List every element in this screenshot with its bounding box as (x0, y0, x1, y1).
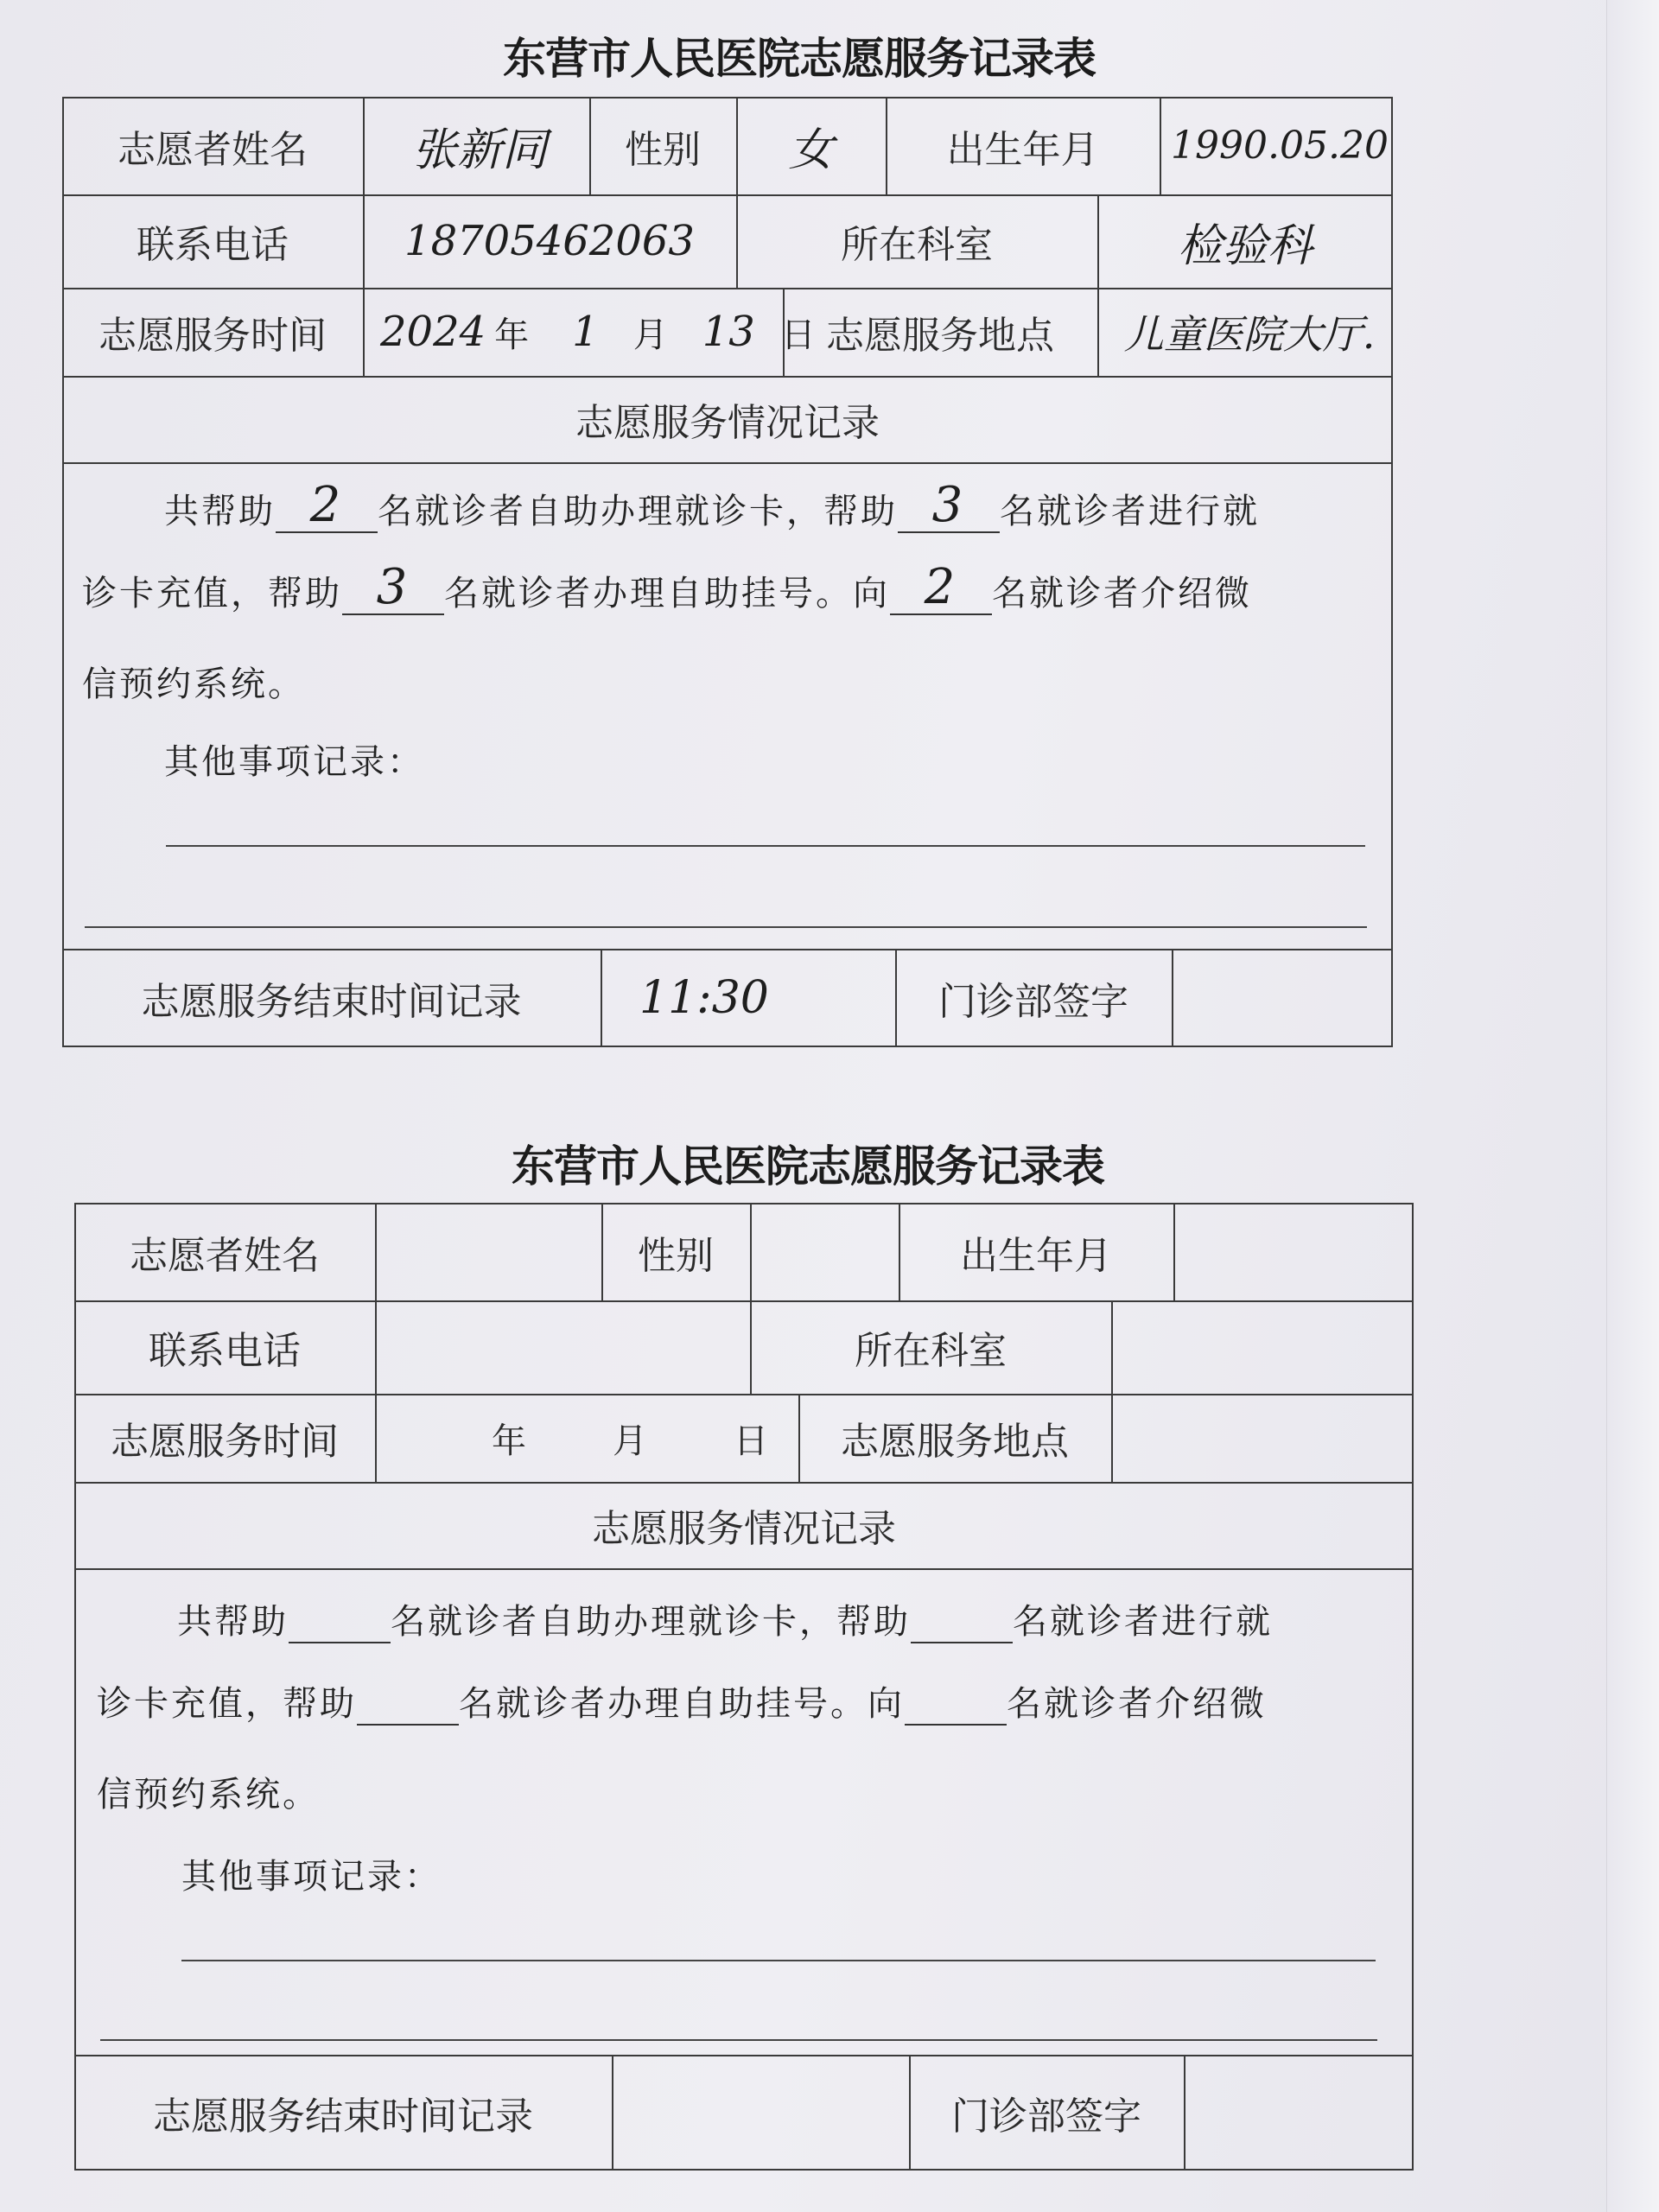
service-place-value[interactable] (1111, 1394, 1414, 1482)
service-time-label: 志愿服务时间 (99, 314, 327, 358)
gender-value[interactable] (750, 1203, 899, 1300)
volunteer-name-label: 志愿者姓名 (130, 1233, 320, 1278)
volunteer-name-value[interactable] (375, 1203, 601, 1300)
year-value: 2024 (380, 308, 486, 356)
form-title: 东营市人民医院志愿服务记录表 (503, 33, 1096, 84)
department-label: 所在科室 (841, 223, 993, 267)
department-value[interactable] (1111, 1300, 1414, 1394)
end-time-label: 志愿服务结束时间记录 (141, 980, 522, 1024)
gender-value[interactable]: 女 (788, 124, 834, 176)
recharge-count-blank[interactable]: 3 (898, 492, 1000, 533)
card-count-blank[interactable]: 2 (276, 492, 378, 533)
birth-value[interactable] (1173, 1203, 1414, 1300)
card-count-blank[interactable] (289, 1602, 391, 1643)
record-form-2 (0, 1106, 1469, 2195)
other-items-line-2[interactable] (100, 2039, 1377, 2041)
service-place-label: 志愿服务地点 (841, 1420, 1069, 1464)
service-date[interactable] (380, 288, 816, 376)
other-items-line-2[interactable] (85, 926, 1367, 928)
form-title: 东营市人民医院志愿服务记录表 (512, 1141, 1104, 1192)
other-items-label: 其他事项记录： (181, 1857, 442, 1897)
department-value[interactable]: 检验科 (1177, 219, 1313, 272)
birth-label: 出生年月 (946, 127, 1099, 172)
section-header: 志愿服务情况记录 (592, 1507, 896, 1551)
service-place-value[interactable]: 儿童医院大厅. (1123, 311, 1376, 358)
end-time-label: 志愿服务结束时间记录 (153, 2094, 533, 2139)
service-place-label: 志愿服务地点 (826, 314, 1054, 358)
department-label: 所在科室 (855, 1329, 1007, 1373)
service-date[interactable] (375, 1394, 798, 1482)
phone-label: 联系电话 (137, 223, 289, 267)
gender-label: 性别 (638, 1233, 714, 1278)
day-value: 13 (702, 308, 755, 356)
record-paragraph-line-3: 信预约系统。 (82, 664, 305, 704)
day-unit: 日 (780, 315, 816, 355)
wechat-count-blank[interactable]: 2 (890, 574, 992, 615)
end-time-value[interactable] (612, 2055, 909, 2171)
wechat-count-blank[interactable] (905, 1684, 1007, 1726)
end-time-value[interactable]: 11:30 (639, 972, 769, 1024)
signature-label: 门诊部签字 (951, 2094, 1141, 2139)
volunteer-name-value[interactable]: 张新同 (411, 124, 547, 176)
section-header: 志愿服务情况记录 (575, 401, 880, 445)
month-unit: 月 (632, 315, 668, 355)
phone-value[interactable]: 18705462063 (404, 217, 695, 265)
other-items-line-1[interactable] (166, 845, 1365, 847)
signature-value[interactable] (1184, 2055, 1414, 2171)
signature-value[interactable] (1172, 949, 1393, 1047)
other-items-label: 其他事项记录： (164, 742, 424, 782)
birth-value[interactable]: 1990.05.20 (1171, 124, 1389, 168)
phone-label: 联系电话 (149, 1329, 301, 1373)
record-paragraph-line-2: 诊卡充值，帮助 3 名就诊者办理自助挂号。向 2 名就诊者介绍微 (82, 559, 1252, 615)
service-time-label: 志愿服务时间 (111, 1420, 339, 1464)
signature-label: 门诊部签字 (938, 980, 1128, 1024)
record-paragraph-line-1: 共帮助 名就诊者自助办理就诊卡，帮助 名就诊者进行就 (177, 1602, 1273, 1642)
month-value: 1 (572, 308, 599, 356)
volunteer-name-label: 志愿者姓名 (118, 127, 308, 172)
birth-label: 出生年月 (960, 1233, 1112, 1278)
other-items-line-1[interactable] (181, 1960, 1376, 1961)
register-count-blank[interactable] (357, 1684, 459, 1726)
record-paragraph-line-1: 共帮助 2 名就诊者自助办理就诊卡，帮助 3 名就诊者进行就 (164, 477, 1260, 533)
record-paragraph-line-3: 信预约系统。 (97, 1775, 320, 1815)
year-unit: 年 (492, 1421, 526, 1461)
record-paragraph-line-2: 诊卡充值，帮助 名就诊者办理自助挂号。向 名就诊者介绍微 (97, 1684, 1267, 1724)
recharge-count-blank[interactable] (911, 1602, 1013, 1643)
phone-value[interactable] (375, 1300, 750, 1394)
day-unit: 日 (734, 1421, 768, 1461)
gender-label: 性别 (625, 127, 701, 172)
month-unit: 月 (613, 1421, 647, 1461)
year-unit: 年 (494, 315, 530, 355)
register-count-blank[interactable]: 3 (342, 574, 444, 615)
record-form-1 (0, 0, 1469, 1071)
paper-edge (1606, 0, 1659, 2212)
